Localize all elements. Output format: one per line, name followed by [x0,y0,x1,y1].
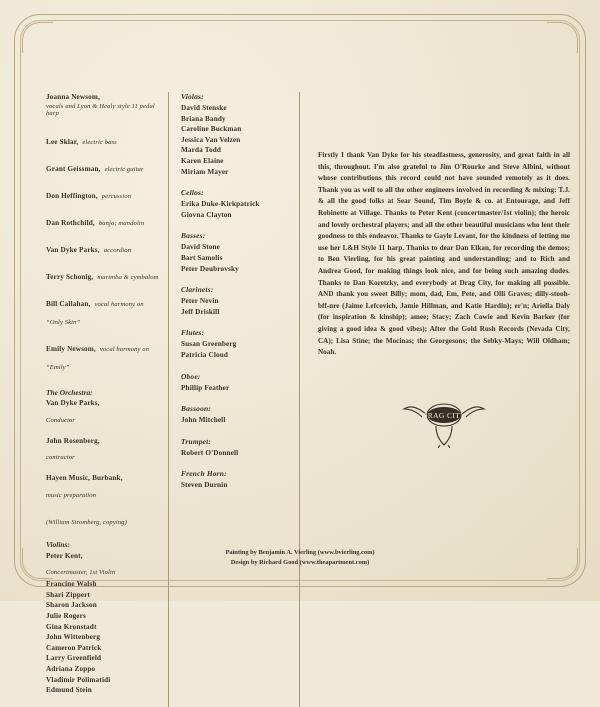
credit-name: Dan Rothchild, [46,218,95,227]
credit-entry [46,158,160,176]
credit-entry [46,92,160,117]
member-name: Caroline Buckman [181,125,242,134]
credit-name: Emily Newsom, [46,344,96,353]
member-name: Susan Greenberg [181,340,237,349]
credit-entry [46,398,160,427]
credit-role: vocal harmony on “Emily” [46,345,150,371]
credit-role: electric guitar [104,165,144,173]
member-name: Marda Todd [181,146,222,155]
credit-name: Francine Walsh [46,580,97,589]
member-name: David Stenske [181,104,227,112]
credit-name: Larry Greenfield [46,654,102,663]
section-heading: Clarinets: [181,285,214,295]
member-name: Jessica Van Velzen [181,135,241,144]
credit-name: John Wittenberg [46,633,101,642]
credit-entry [46,131,160,149]
credit-name: Grant Geissman, [46,164,101,173]
member-name: Steven Durnin [181,481,228,490]
section-oboe [181,372,289,394]
member-name: Bart Samolis [181,253,223,262]
section-heading: Violas: [181,92,204,101]
credit-name: Joanna Newsom, [46,93,101,101]
member-name: Peter Nevin [181,297,219,306]
member-name: Erika Duke-Kirkpatrick [181,200,260,209]
credit-name: (William Stromberg, copying) [46,518,127,526]
member-name: Robert O'Donnell [181,448,239,457]
credit-role: Conductor [46,416,76,424]
credit-name: Edmund Stein [46,686,92,695]
section-heading: Basses: [181,231,206,241]
design-credit: Design by Richard Good (www.theapartment.com) [230,558,370,566]
credit-name: Shari Zippert [46,590,91,599]
section-bassoon [181,404,289,426]
member-name: Briana Bandy [181,114,226,123]
credit-entry [46,511,160,529]
credit-name: Hayen Music, Burbank, [46,474,123,483]
credits-column-orchestra [169,92,297,502]
section-cellos [181,188,289,220]
credit-entry [46,185,160,203]
credit-name: Terry Schonig, [46,272,94,281]
credit-name: Van Dyke Parks, [46,399,100,408]
credit-name: Van Dyke Parks, [46,245,100,254]
credit-role: vocals and Lyon & Healy style 11 pedal harp [46,102,155,117]
credit-name: Gina Kronstadt [46,622,97,631]
credit-role: contractor [46,454,75,462]
member-name: Giovna Clayton [181,210,232,219]
credit-name: Peter Kent, [46,551,83,560]
member-name: Karen Elaine [181,156,224,165]
section-heading: Flutes: [181,328,205,338]
credit-role: Concertmaster, 1st Violin [46,569,116,577]
member-name: Patricia Cloud [181,350,229,359]
credit-entry [46,436,160,465]
member-name: David Stone [181,243,220,252]
member-name: Miriam Mayer [181,167,229,176]
production-credits [0,548,600,567]
credit-role: marimba & cymbalom [97,273,159,281]
credit-role: banjo; mandolin [98,219,145,227]
credits-column-performers [46,92,168,707]
credit-name: Don Heffington, [46,191,98,200]
section-clarinets [181,285,289,317]
credit-entry [46,338,160,374]
credit-role: percussion [101,192,132,200]
credit-name: Vladimir Polimatidi [46,675,111,684]
credit-name: Adriana Zoppo [46,664,96,673]
drag-city-logo [398,385,490,449]
credits-columns [46,92,570,707]
credit-name: Julie Rogers [46,611,86,620]
thanks-paragraph: Firstly I thank Van Dyke for his steadfastness, generosity, and great faith in all this, throughout. I'm also grateful to Jim O'Rourke and Steve Albini, without whose contributions this record could not have sounded remotely as it does. Thank you as well to all the other engineers involved in recording & mixing: T.J. & all the good folks at Sear Sound, Tim Boyle & co. at Entourage, and Jeff Robinette at Village. Thanks to Peter Kent (concertmaster/1st violin); the heroic and lovely orchestral players; and all the other beautiful musicians who lent their goodness to this endeavor. Thanks to Gayle Levant, for the kindness of letting me use her L&H Style 11 harp. Thanks to dear Dan Elkan, for recording the demos; to Ben Vierling, for his great painting and understanding; and to Rich and Andrea Good, for making things look nice, and for being such amazing dudes. Thanks to Dan Koretzky, and everybody at Drag City, for making all possible. AND thank you sweet Billy; mom, dad, Em, Pete, and Olli Graves; dilly-stooh-bff-nre (Jaime Lefcovich, Jamie Hillman, and Katie Hardin); er'n; Ariella Daly (for inspiration & kinship); amee; Stacy; Zach Cowie and Kevin Barker (for giving a good idea & good vibes); After the Gold Rush Records (Nevada City, CA); Lisa Stine; the Mocinas; the Georgesons; the Sebky-Mays; Will Oldham; Noah. [318,151,570,357]
section-heading: Oboe: [181,371,201,381]
section-violas [181,92,289,177]
member-name: Jeff Driskill [181,307,220,316]
section-heading: Cellos: [181,188,204,198]
section-heading: Bassoon: [181,404,211,414]
section-french-horn [181,469,289,491]
credit-entry [46,239,160,257]
painting-credit: Painting by Benjamin A. Vierling (www.bvierling.com) [225,549,375,556]
corner-ornament-top-left [22,22,53,53]
orchestra-section [46,388,160,529]
credit-name: Lee Sklar, [46,137,79,146]
violins-heading: Violins: [46,539,70,549]
credit-entry [46,266,160,284]
orchestra-heading: The Orchestra: [46,387,93,397]
credit-name: Bill Callahan, [46,299,91,308]
credit-name: John Rosenberg, [46,436,100,445]
label-logo-wrap [318,385,570,449]
credit-entry [46,473,160,502]
section-heading: Trumpet: [181,436,212,446]
section-flutes [181,328,289,360]
credit-role: vocal harmony on “Only Skin” [46,300,144,326]
section-trumpet [181,437,289,459]
member-name: Peter Doubrovsky [181,264,239,273]
svg-text:DRAG CITY: DRAG CITY [421,410,467,420]
credits-column-thanks [300,92,570,449]
section-basses [181,231,289,274]
credit-name: Cameron Patrick [46,643,102,652]
credit-role: music preparation [46,491,96,499]
credit-name: Sharon Jackson [46,601,97,610]
credit-entry [46,212,160,230]
member-name: Phillip Feather [181,383,230,392]
credit-entry [46,293,160,329]
member-name: John Mitchell [181,416,226,425]
section-heading: French Horn: [181,469,227,479]
credit-role: electric bass [82,138,117,146]
credit-role: accordion [103,246,132,254]
